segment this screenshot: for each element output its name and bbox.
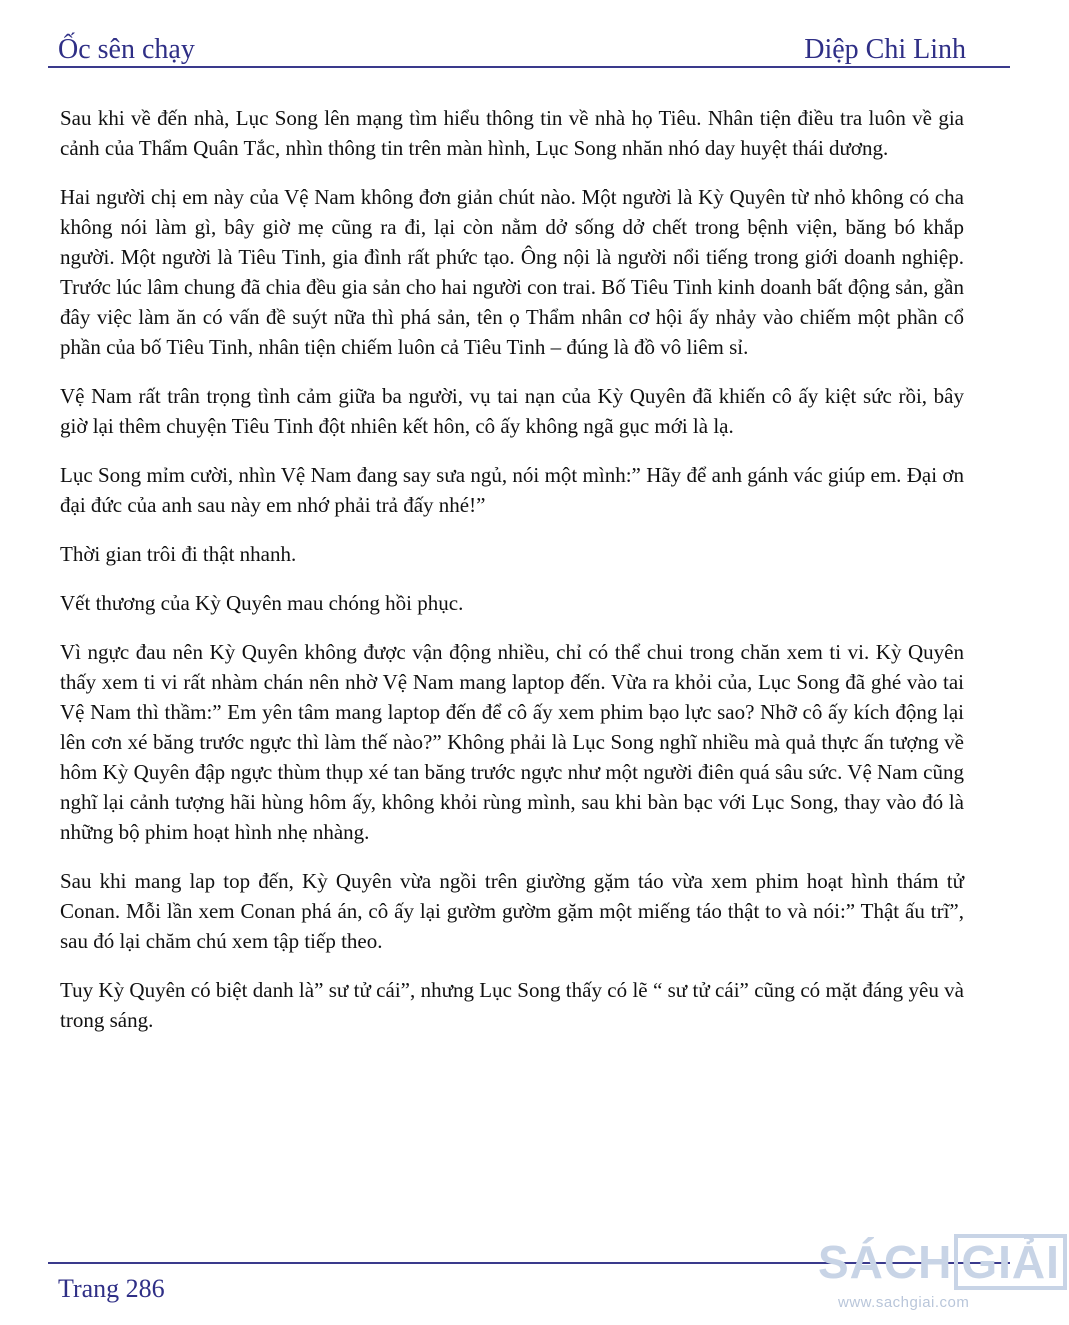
header-divider	[48, 66, 1010, 68]
paragraph: Vệ Nam rất trân trọng tình cảm giữa ba người, vụ tai nạn của Kỳ Quyên đã khiến cô ấy kiệt sức rồi, bây giờ lại thêm chuyện Tiêu Tinh đột nhiên kết hôn, cô ấy không ngã gục mới là lạ.	[60, 384, 964, 438]
paragraph: Tuy Kỳ Quyên có biệt danh là” sư tử cái”, nhưng Lục Song thấy có lẽ “ sư tử cái” cũng có mặt đáng yêu và trong sáng.	[60, 978, 964, 1032]
paragraph: Vì ngực đau nên Kỳ Quyên không được vận động nhiều, chỉ có thể chui trong chăn xem ti vi. Kỳ Quyên thấy xem ti vi rất nhàm chán nên nhờ Vệ Nam mang laptop đến. Vừa ra khỏi của, Lục Song đã ghé vào tai Vệ Nam thì thầm:” Em yên tâm mang laptop đến để cô ấy xem phim bạo lực sao? Nhỡ cô ấy kích động lại lên cơn xé băng trước ngực thì làm thế nào?” Không phải là Lục Song nghĩ nhiều mà quả thực ấn tượng về hôm Kỳ Quyên đập ngực thùm thụp xé tan băng trước ngực như một người điên quá sâu sức. Vệ Nam cũng nghĩ lại cảnh tượng hãi hùng hôm ấy, không khỏi rùng mình, sau khi bàn bạc với Lục Song, thay vào đó là những bộ phim hoạt hình nhẹ nhàng.	[60, 640, 964, 844]
watermark-brand	[818, 1232, 1069, 1292]
watermark-url: www.sachgiai.com	[838, 1294, 970, 1311]
watermark-brand-part1: SÁCH	[818, 1236, 953, 1288]
paragraph: Thời gian trôi đi thật nhanh.	[60, 542, 297, 566]
page-body	[60, 103, 964, 1054]
watermark-brand-part2: GIẢI	[954, 1234, 1067, 1290]
author-name: Diệp Chi Linh	[804, 34, 966, 65]
paragraph: Hai người chị em này của Vệ Nam không đơn giản chút nào. Một người là Kỳ Quyên từ nhỏ không có cha không nói làm gì, bây giờ mẹ cũng ra đi, lại còn nằm dở sống dở chết trong bệnh viện, băng bó khắp người. Một người là Tiêu Tinh, gia đình rất phức tạo. Ông nội là người nổi tiếng trong giới doanh nghiệp. Trước lúc lâm chung đã chia đều gia sản cho hai người con trai. Bố Tiêu Tinh kinh doanh bất động sản, gần đây việc làm ăn có vấn đề suýt nữa thì phá sản, tên ọ Thẩm nhân cơ hội ấy nhảy vào chiếm một phần cổ phần của bố Tiêu Tinh, nhân tiện chiếm luôn cả Tiêu Tinh – đúng là đồ vô liêm sỉ.	[60, 185, 964, 359]
paragraph: Lục Song mỉm cười, nhìn Vệ Nam đang say sưa ngủ, nói một mình:” Hãy để anh gánh vác giúp em. Đại ơn đại đức của anh sau này em nhớ phải trả đấy nhé!”	[60, 463, 964, 517]
paragraph: Sau khi về đến nhà, Lục Song lên mạng tìm hiểu thông tin về nhà họ Tiêu. Nhân tiện điều tra luôn về gia cảnh của Thẩm Quân Tắc, nhìn thông tin trên màn hình, Lục Song nhăn nhó day huyệt thái dương.	[60, 106, 964, 160]
paragraph: Sau khi mang lap top đến, Kỳ Quyên vừa ngồi trên giường gặm táo vừa xem phim hoạt hình thám tử Conan. Mỗi lần xem Conan phá án, cô ấy lại gườm gườm gặm một miếng táo thật to và nói:” Thật ấu trĩ”, sau đó lại chăm chú xem tập tiếp theo.	[60, 869, 964, 953]
book-title: Ốc sên chạy	[58, 34, 195, 65]
watermark-logo	[818, 1232, 1060, 1325]
page-number: Trang 286	[58, 1274, 165, 1303]
paragraph: Vết thương của Kỳ Quyên mau chóng hồi phục.	[60, 591, 464, 615]
page-header	[58, 22, 966, 66]
